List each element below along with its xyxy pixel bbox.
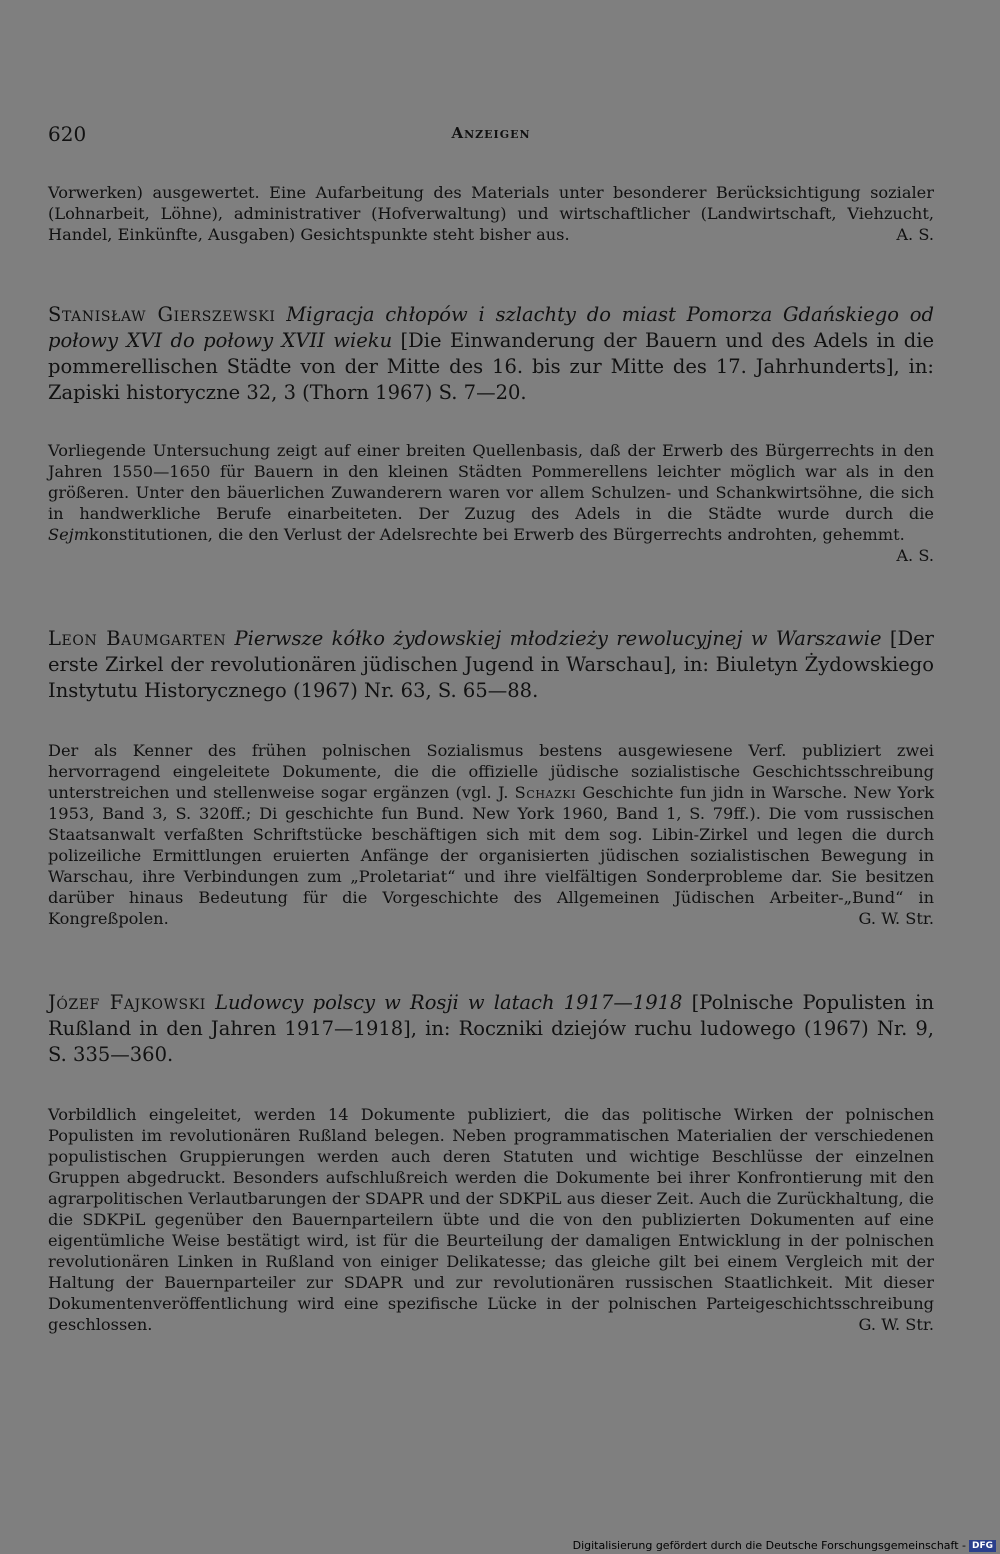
review-text: Vorliegende Untersuchung zeigt auf einer breiten Quellenbasis, daß der Erwerb des Bürgerrechts in den Jahren 1550—1650 für Bauern in den kleinen Städten Pommerellens leichter möglich war als in den größeren. Unter den bäuerlichen Zuwanderern waren vor allem Schulzen- und Schankwirtsöhne, die sich in handwerkliche Berufe einarbeiteten. Der Zuzug des Adels in die Städte wurde durch die [48,441,934,523]
review-fajkowski [48,1104,934,1335]
citation-details: [Polnische Populisten in Rußland in den Jahren 1917—1918], in: Roczniki dziejów ruchu ludowego (1967) Nr. 9, S. 335—360. [48,991,935,1066]
citation-details: [Die Einwanderung der Bauern und des Adels in die pommerellischen Städte von der Mitte des 16. bis zur Mitte des 17. Jahrhunderts], in: Zapiski historyczne 32, 3 (Thorn 1967) S. 7—20. [48,329,934,404]
review-text: Der als Kenner des frühen polnischen Sozialismus bestens ausgewiesene Verf. publiziert zwei hervorragend eingeleitete Dokumente, die die offizielle jüdische sozialistische Geschichtsschreibung unterstreichen und stellenweise sogar ergänzen (vgl. J. [48,741,934,802]
author-name: Leon Baumgarten [48,627,227,650]
citation-baumgarten [48,626,934,704]
digitization-footer [573,1539,996,1552]
review-text-italic: Sejm [48,525,90,544]
citation-details: [Der erste Zirkel der revolutionären jüdischen Jugend in Warschau], in: Biuletyn Żydowskiego Instytutu Historycznego (1967) Nr. 63, S. 65—88. [48,627,934,702]
page-number: 620 [48,122,87,146]
citation-gierszewski [48,302,934,406]
work-title: Migracja chłopów i szlachty do miast Pomorza Gdańskiego od połowy XVI do połowy XVII wieku [48,303,935,352]
review-text: Vorbildlich eingeleitet, werden 14 Dokumente publiziert, die das politische Wirken der polnischen Populisten im revolutionären Rußland belegen. Neben programmatischen Materialien der verschiedenen populistischen Gruppierungen werden auch deren Statuten und wichtige Beschlüsse der einzelnen Gruppen abgedruckt. Besonders aufschlußreich werden die Dokumente bei ihrer Konfrontierung mit den agrarpolitischen Verlautbarungen der SDAPR und der SDKPiL aus dieser Zeit. Auch die Zurückhaltung, die die SDKPiL gegenüber den Bauernparteilern übte und die von den publizierten Dokumenten auf eine eigentümliche Weise bestätigt wird, ist für die Beurteilung der damaligen Entwicklung in der polnischen revolutionären Linken in Rußland von einiger Delikatesse; das gleiche gilt bei einem Vergleich mit der Haltung der Bauernparteiler zur SDAPR und zur revolutionären russischen Staatlichkeit. Mit dieser Dokumentenveröffentlichung wird eine spezifische Lücke in der polnischen Parteigeschichtsschreibung geschlossen. [48,1105,934,1334]
running-head: Anzeigen [451,124,531,142]
review-baumgarten [48,740,934,929]
review-gierszewski [48,440,934,566]
page-header [48,122,934,146]
author-name: Józef Fajkowski [48,991,206,1014]
work-title: Ludowcy polscy w Rosji w latach 1917—1918 [215,991,683,1014]
reviewer-signature: G. W. Str. [858,909,934,928]
review-text: konstitutionen, die den Verlust der Adelsrechte bei Erwerb des Bürgerrechts androhten, gehemmt. [89,525,905,544]
paragraph-text: Vorwerken) ausgewertet. Eine Aufarbeitung des Materials unter besonderer Berücksichtigung sozialer (Lohnarbeit, Löhne), administrativer (Hofverwaltung) und wirtschaftlicher (Landwirtschaft, Viehzucht, Handel, Einkünfte, Ausgaben) Gesichtspunkte steht bisher aus. [48,183,934,244]
dfg-logo: DFG [969,1540,996,1552]
citation-fajkowski [48,990,934,1068]
reviewer-signature: A. S. [896,546,934,565]
reviewer-signature: G. W. Str. [858,1315,934,1334]
footer-text: Digitalisierung gefördert durch die Deutsche Forschungsgemeinschaft - [572,1539,966,1552]
reviewer-signature: A. S. [896,225,934,244]
cited-author: Schazki [514,783,577,802]
author-name: Stanisław Gierszewski [48,303,276,326]
continuation-paragraph [48,182,934,245]
work-title: Pierwsze kółko żydowskiej młodzieży rewolucyjnej w Warszawie [234,627,882,650]
review-text: Geschichte fun jidn in Warsche. New York 1953, Band 3, S. 320ff.; Di geschichte fun Bund. New York 1960, Band 1, S. 79ff.). Die vom russischen Staatsanwalt verfaßten Schriftstücke beschäftigen sich mit dem sog. Libin-Zirkel und legen die durch polizeiliche Ermittlungen eruierten Anfänge der organisierten jüdischen sozialistischen Bewegung in Warschau, ihre Verbindungen zum „Proletariat“ und ihre vielfältigen Sonderprobleme dar. Sie besitzen darüber hinaus Bedeutung für die Vorgeschichte des Allgemeinen Jüdischen Arbeiter-„Bund“ in Kongreßpolen. [48,783,935,928]
